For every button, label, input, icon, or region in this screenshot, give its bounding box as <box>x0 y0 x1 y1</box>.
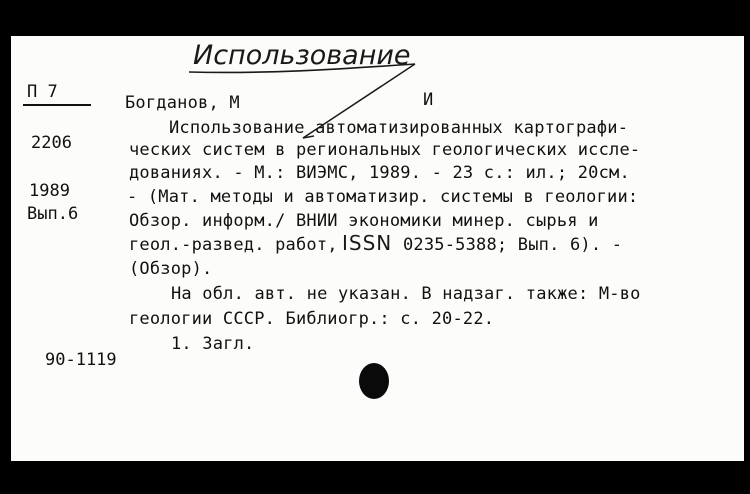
inventory-number: 90-1119 <box>45 350 117 370</box>
body-line-8: На обл. авт. не указан. В надзаг. также: М-во <box>171 284 641 304</box>
handwritten-issn: ISSN <box>342 231 393 255</box>
author: Богданов, М <box>125 93 240 113</box>
body-line-1: Использование автоматизированных картографи- <box>169 118 629 138</box>
issn-tail: 0235-5388; Вып. 6). - <box>403 235 623 255</box>
pencil-marks <box>11 36 744 461</box>
body-line-4: - (Мат. методы и автоматизир. системы в геологии: <box>127 187 639 207</box>
body-line-2: ческих систем в региональных геологических иссле- <box>129 140 641 160</box>
ink-blot-icon <box>359 363 389 399</box>
accession-number: 2206 <box>31 133 72 153</box>
issue: Вып.6 <box>27 204 79 224</box>
body-line-9: геологии СССР. Библиогр.: с. 20-22. <box>129 309 495 329</box>
body-line-6: геол.-развед. работ, <box>129 235 338 255</box>
catalog-card <box>11 36 744 461</box>
body-line-7: (Обзор). <box>129 259 213 279</box>
body-line-5: Обзор. информ./ ВНИИ экономики минер. сырья и <box>129 211 599 231</box>
year: 1989 <box>29 181 70 201</box>
handwritten-heading: Использование <box>193 40 411 71</box>
shelf-mark: П 7 <box>27 82 58 102</box>
body-line-10: 1. Загл. <box>171 334 255 354</box>
author-letter: И <box>423 90 434 110</box>
body-line-3: дованиях. - М.: ВИЭМС, 1989. - 23 с.: ил.; 20см. <box>129 163 630 183</box>
